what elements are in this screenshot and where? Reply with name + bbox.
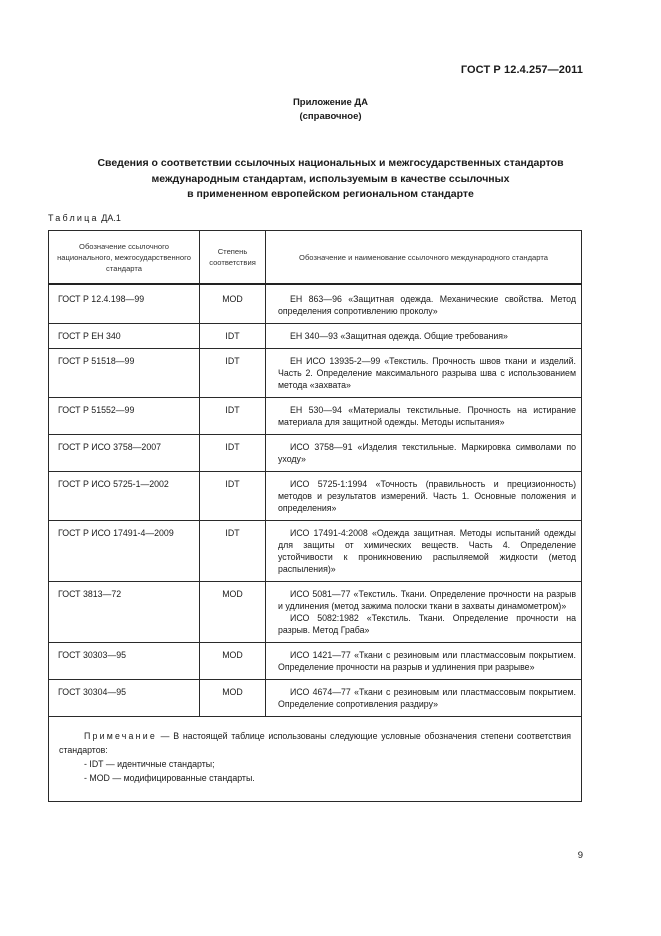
note-item: - MOD — модифицированные стандарты. — [84, 773, 255, 783]
degree-cell: MOD — [200, 680, 266, 717]
table-row — [49, 521, 582, 582]
heading-line: международным стандартам, используемым в качестве ссылочных — [151, 172, 510, 185]
table-row — [49, 680, 582, 717]
international-standard-cell — [266, 398, 582, 435]
appendix-subtitle: (справочное) — [299, 111, 362, 122]
national-standard-cell: ГОСТ Р 51518—99 — [49, 349, 200, 398]
table-row — [49, 349, 582, 398]
degree-cell: MOD — [200, 643, 266, 680]
table-row — [49, 284, 582, 324]
table-label-word: Таблица — [48, 213, 99, 223]
standard-description: ЕН 863—96 «Защитная одежда. Механические свойства. Метод определения сопротивлению проколу» — [278, 294, 576, 316]
international-standard-cell — [266, 349, 582, 398]
appendix-title: Приложение ДА — [292, 97, 369, 108]
national-standard-cell: ГОСТ Р ИСО 3758—2007 — [49, 435, 200, 472]
standard-code: ГОСТ Р 12.4.257—2011 — [460, 64, 583, 76]
table-header-row — [49, 231, 582, 285]
standard-description: ЕН ИСО 13935-2—99 «Текстиль. Прочность швов ткани и изделий. Часть 2. Определение максимального разрыва шва с использованием метода «захвата» — [278, 356, 576, 390]
standard-description: ИСО 1421—77 «Ткани с резиновым или пластмассовым покрытием. Определение прочности на разрыв и удлинения при разрыве» — [278, 650, 576, 672]
note-body: — В настоящей таблице использованы следующие условные обозначения степени соответствия стандартов: — [59, 731, 571, 755]
standard-description: ЕН 530—94 «Материалы текстильные. Прочность на истирание материала для защитной одежды. Методы испытания» — [278, 405, 576, 427]
table-label — [48, 213, 121, 223]
international-standard-cell — [266, 472, 582, 521]
national-standard-cell: ГОСТ Р ИСО 5725-1—2002 — [49, 472, 200, 521]
degree-cell: MOD — [200, 284, 266, 324]
degree-cell: IDT — [200, 324, 266, 349]
standard-description: ИСО 17491-4:2008 «Одежда защитная. Методы испытаний одежды для защиты от химических веществ. Часть 4. Определение устойчивости к проникновению распыляемой жидкости (метод распыления)» — [278, 528, 576, 574]
standard-description: ИСО 5081—77 «Текстиль. Ткани. Определение прочности на разрыв и удлинения (метод зажима полоски ткани в захваты динамометром)» — [278, 589, 576, 611]
table-row — [49, 472, 582, 521]
national-standard-cell: ГОСТ 3813—72 — [49, 582, 200, 643]
table-row — [49, 435, 582, 472]
table-row — [49, 643, 582, 680]
degree-cell: MOD — [200, 582, 266, 643]
standard-description: ИСО 3758—91 «Изделия текстильные. Маркировка символами по уходу» — [278, 442, 576, 464]
degree-cell: IDT — [200, 435, 266, 472]
international-standard-cell — [266, 521, 582, 582]
national-standard-cell: ГОСТ Р 51552—99 — [49, 398, 200, 435]
column-header-international: Обозначение и наименование ссылочного международного стандарта — [266, 231, 582, 285]
note-text — [59, 729, 571, 757]
national-standard-cell: ГОСТ Р 12.4.198—99 — [49, 284, 200, 324]
international-standard-cell — [266, 284, 582, 324]
correspondence-table — [48, 230, 582, 802]
international-standard-cell — [266, 324, 582, 349]
degree-cell: IDT — [200, 521, 266, 582]
international-standard-cell — [266, 680, 582, 717]
table-row — [49, 324, 582, 349]
note-label: Примечание — [84, 731, 157, 741]
page-number: 9 — [577, 850, 583, 861]
standard-description: ИСО 5725-1:1994 «Точность (правильность и прецизионность) методов и результатов измерений. Часть 1. Основные положения и определения» — [278, 479, 576, 513]
national-standard-cell: ГОСТ Р ИСО 17491-4—2009 — [49, 521, 200, 582]
standard-description: ИСО 4674—77 «Ткани с резиновым или пластмассовым покрытием. Определение сопротивления раздиру» — [278, 687, 576, 709]
standard-description: ЕН 340—93 «Защитная одежда. Общие требования» — [290, 331, 508, 341]
degree-cell: IDT — [200, 349, 266, 398]
column-header-degree: Степень соответствия — [200, 231, 266, 285]
table-note — [49, 717, 582, 802]
heading-line: в примененном европейском региональном стандарте — [187, 188, 474, 200]
note-item: - IDT — идентичные стандарты; — [84, 759, 215, 769]
standard-description: ИСО 5082:1982 «Текстиль. Ткани. Определение прочности на разрыв. Метод Граба» — [278, 613, 576, 635]
heading-line: Сведения о соответствии ссылочных национальных и межгосударственных стандартов — [97, 157, 564, 169]
national-standard-cell: ГОСТ 30303—95 — [49, 643, 200, 680]
international-standard-cell — [266, 643, 582, 680]
international-standard-cell — [266, 582, 582, 643]
degree-cell: IDT — [200, 398, 266, 435]
column-header-national: Обозначение ссылочного национального, межгосударственного стандарта — [49, 231, 200, 285]
table-row — [49, 582, 582, 643]
table-note-row — [49, 717, 582, 802]
table-row — [49, 398, 582, 435]
appendix-heading — [0, 96, 661, 124]
national-standard-cell: ГОСТ Р ЕН 340 — [49, 324, 200, 349]
national-standard-cell: ГОСТ 30304—95 — [49, 680, 200, 717]
degree-cell: IDT — [200, 472, 266, 521]
section-heading — [40, 156, 621, 203]
table-label-number: ДА.1 — [101, 213, 121, 223]
international-standard-cell — [266, 435, 582, 472]
